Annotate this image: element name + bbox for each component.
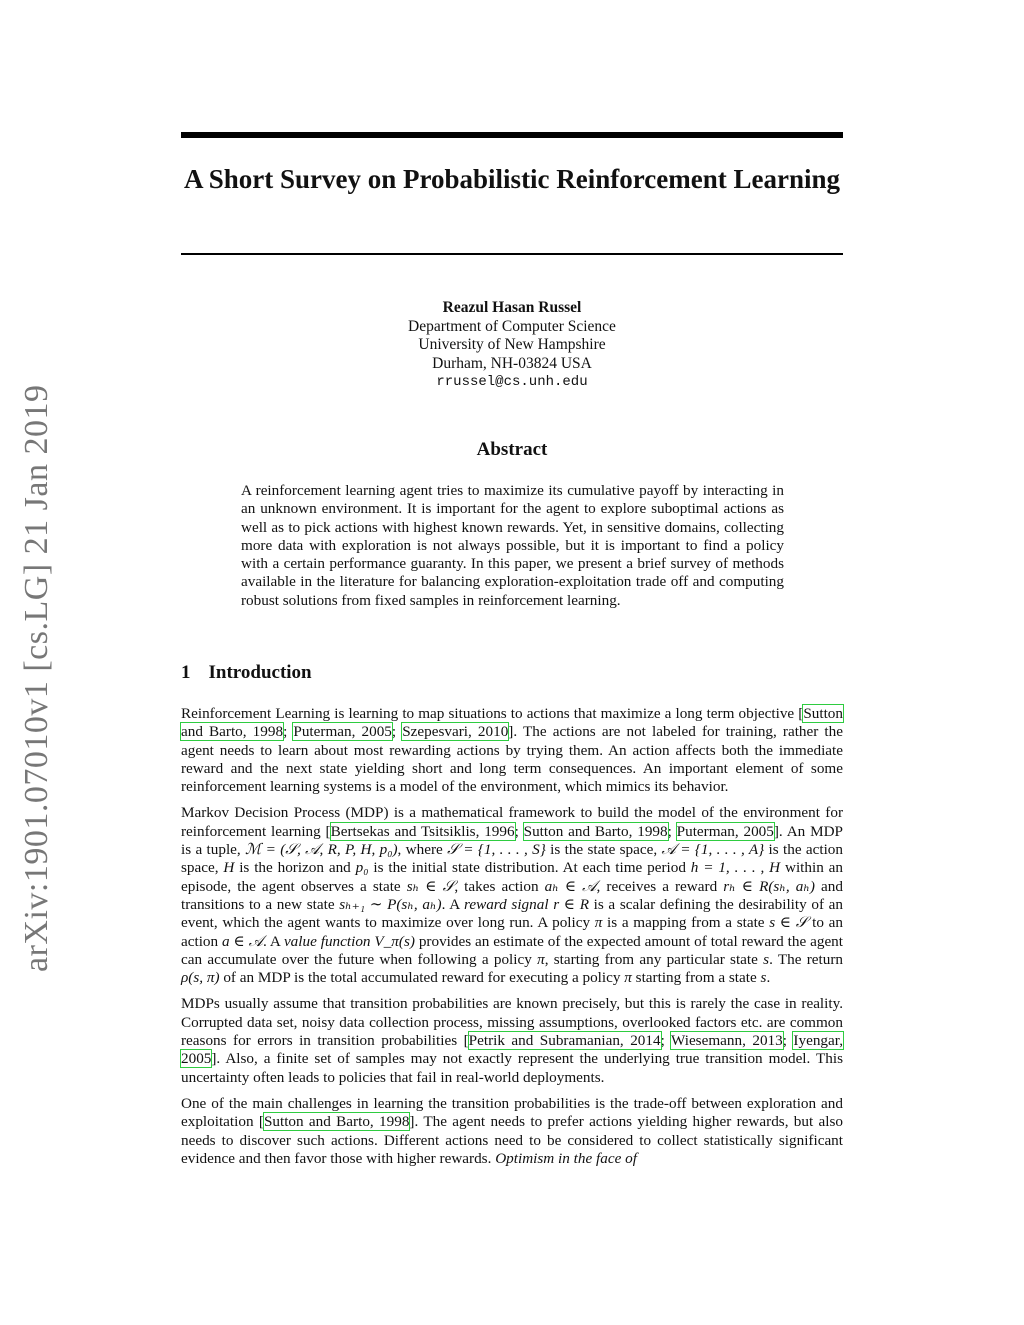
author-name: Reazul Hasan Russel: [442, 299, 582, 316]
math-expression: s ∈ 𝒮: [769, 914, 808, 932]
citation-link[interactable]: Puterman, 2005: [293, 723, 392, 741]
math-expression: π: [537, 950, 545, 968]
section-heading: [181, 662, 312, 684]
abstract-heading: Abstract: [476, 439, 548, 460]
math-expression: a ∈ 𝒜: [222, 932, 264, 950]
math-expression: aₕ ∈ 𝒜: [544, 877, 597, 895]
emphasis-term: value function: [283, 932, 371, 950]
paragraph-1: Reinforcement Learning is learning to map situations to actions that maximize a long term objective [Sutton and Barto, 1998; Puterman, 2005; Szepesvari, 2010]. The actions are not labeled for training, rather the agent needs to learn about most rewarding actions by trying them. An action affects both the immediate reward and the next state yielding short and long term consequences. An important element of some reinforcement learning systems is a model of the environment, which mimics its behavior.: [181, 705, 843, 796]
math-expression: ℳ = (𝒮, 𝒜, R, P, H, p₀): [245, 841, 398, 859]
math-expression: s: [760, 969, 767, 987]
abstract-body: A reinforcement learning agent tries to maximize its cumulative payoff by interacting in an unknown environment. It is important for the agent to explore suboptimal actions as well as to pick actions with highest known rewards. Yet, in sensitive domains, collecting more data with exploration is not always possible, but it is important to find a policy with a certain performance guaranty. In this paper, we present a brief survey of methods available in the literature for balancing exploration-exploitation trade off and computing robust solutions from fixed samples in reinforcement learning.: [241, 482, 784, 609]
citation-link[interactable]: Wiesemann, 2013: [671, 1032, 783, 1050]
emphasis-term: Optimism in the face of: [495, 1149, 637, 1167]
math-expression: r ∈ R: [553, 895, 589, 913]
paragraph-3: MDPs usually assume that transition probabilities are known precisely, but this is rarely the case in reality. Corrupted data set, noisy data collection process, missing assumptions, overlooked factors etc. are common reasons for errors in transition probabilities [Petrik and Subramanian, 2014; Wiesemann, 2013; Iyengar, 2005]. Also, a finite set of samples may not exactly represent the underlying true transition model. This uncertainty often leads to policies that fail in real-world deployments.: [181, 995, 843, 1086]
math-expression: ρ(s, π): [181, 969, 220, 987]
math-expression: p₀: [355, 859, 369, 877]
citation-link[interactable]: Puterman, 2005: [676, 822, 774, 840]
math-expression: 𝒜 = {1, . . . , A}: [661, 841, 765, 859]
paragraph-2: Markov Decision Process (MDP) is a mathematical framework to build the model of the environment for reinforcement learning [Bertsekas and Tsitsiklis, 1996; Sutton and Barto, 1998; Puterman, 2005]. An MDP is a tuple, ℳ = (𝒮, 𝒜, R, P, H, p₀), where 𝒮 = {1, . . . , S} is the state space, 𝒜 = {1, . . . , A} is the action space, H is the horizon and p₀ is the initial state distribution. At each time period h = 1, . . . , H within an episode, the agent observes a state sₕ ∈ 𝒮, takes action aₕ ∈ 𝒜, receives a reward rₕ ∈ R(sₕ, aₕ) and transitions to a new state sₕ₊₁ ∼ P(sₕ, aₕ). A reward signal r ∈ R is a scalar defining the desirability of an event, which the agent wants to maximize over long run. A policy π is a mapping from a state s ∈ 𝒮 to an action a ∈ 𝒜. A value function V_π(s) provides an estimate of the expected amount of total reward the agent can accumulate over the future when following a policy π, starting from any particular state s. The return ρ(s, π) of an MDP is the total accumulated reward for executing a policy π starting from a state s.: [181, 804, 844, 987]
title-rule-bottom: [181, 253, 843, 255]
citation-link[interactable]: Sutton and Barto, 1998: [181, 705, 843, 741]
citation-link[interactable]: Sutton and Barto, 1998: [263, 1113, 410, 1131]
citation-link[interactable]: Petrik and Subramanian, 2014: [468, 1032, 661, 1050]
math-expression: π: [624, 969, 632, 987]
arxiv-identifier-stamp: [17, 362, 57, 972]
citation-link[interactable]: Iyengar, 2005: [181, 1032, 843, 1068]
author-block: [181, 299, 843, 392]
author-university: University of New Hampshire: [418, 336, 606, 353]
math-expression: rₕ ∈ R(sₕ, aₕ): [723, 877, 815, 895]
math-expression: π: [594, 914, 603, 932]
citation-link[interactable]: Sutton and Barto, 1998: [523, 822, 668, 840]
math-expression: s: [763, 950, 770, 968]
math-expression: sₕ₊₁ ∼ P(sₕ, aₕ): [339, 895, 442, 913]
introduction-body: [181, 705, 843, 1176]
author-location: Durham, NH-03824 USA: [432, 354, 592, 372]
emphasis-term: reward signal: [464, 895, 549, 913]
author-email: rrussel@cs.unh.edu: [436, 374, 588, 390]
citation-link[interactable]: Bertsekas and Tsitsiklis, 1996: [330, 822, 515, 840]
paper-title: A Short Survey on Probabilistic Reinforcement Learning: [184, 164, 840, 194]
math-expression: h = 1, . . . , H: [690, 859, 781, 877]
citation-link[interactable]: Szepesvari, 2010: [402, 723, 509, 741]
math-expression: 𝒮 = {1, . . . , S}: [447, 841, 546, 859]
math-expression: V_π(s): [374, 932, 415, 950]
math-expression: H: [223, 859, 235, 877]
arxiv-identifier-text: arXiv:1901.07010v1 [cs.LG] 21 Jan 2019: [18, 384, 55, 972]
section-title: Introduction: [208, 662, 312, 683]
paragraph-4: One of the main challenges in learning the transition probabilities is the trade-off between exploration and exploitation [Sutton and Barto, 1998]. The agent needs to prefer actions yielding higher rewards, but also needs to discover such actions. Different actions need to be considered to collect statistically significant evidence and then favor those with higher rewards. Optimism in the face of: [181, 1094, 844, 1167]
title-rule-top: [181, 132, 843, 138]
section-number: 1: [181, 662, 191, 683]
math-expression: sₕ ∈ 𝒮: [406, 877, 455, 895]
author-department: Department of Computer Science: [408, 317, 616, 335]
